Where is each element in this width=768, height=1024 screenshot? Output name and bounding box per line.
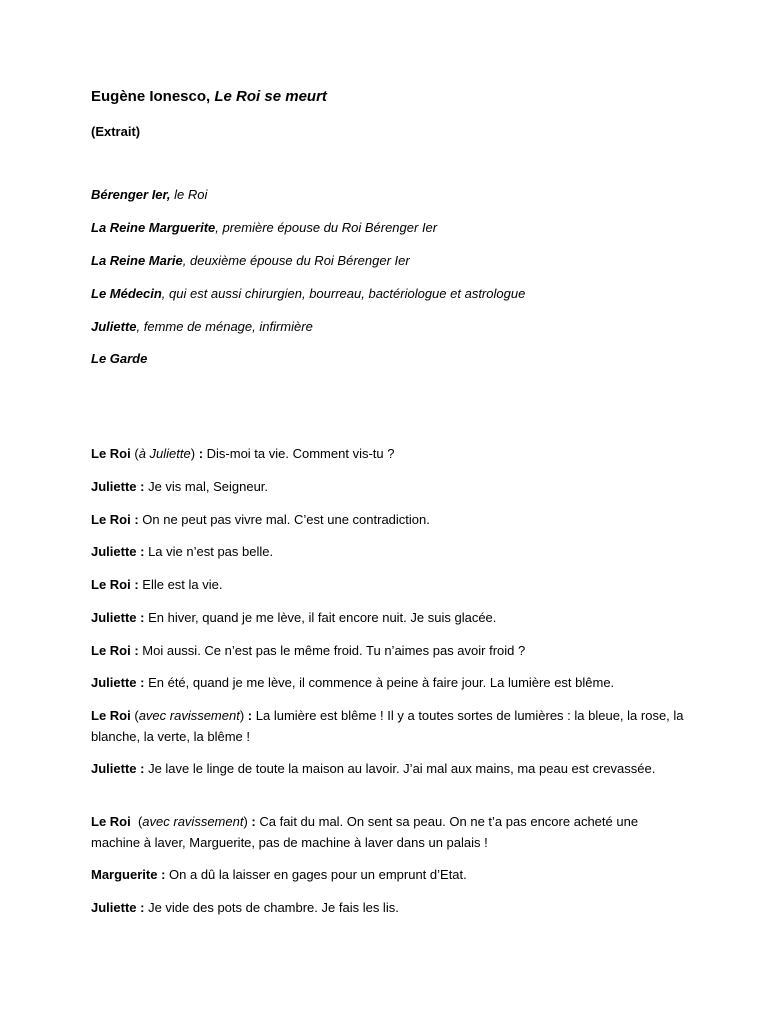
dialogue-text: La lumière est blême ! Il y a toutes sortes de lumières : la bleue, la rose, la blanche, la verte, la blême ! (91, 708, 684, 744)
cast-name: La Reine Marguerite (91, 220, 216, 235)
dialogue-text: En été, quand je me lève, il commence à peine à faire jour. La lumière est blême. (144, 675, 615, 690)
cast-entry (91, 348, 688, 369)
speaker: Le Roi : (91, 577, 139, 592)
cast-name: Le Médecin (91, 286, 162, 301)
dialogue-line (91, 864, 688, 885)
dialogue-text: Elle est la vie. (138, 577, 223, 592)
dialogue-text: Je vis mal, Seigneur. (144, 479, 269, 494)
dialogue-text: Dis-moi ta vie. Comment vis-tu ? (203, 446, 395, 461)
speaker: Juliette : (91, 610, 145, 625)
play-title: Le Roi se meurt (214, 88, 327, 105)
dialogue-line: Le Roi (à Juliette) : Dis-moi ta vie. Comment vis-tu ? (91, 446, 395, 461)
dialogue-line (91, 607, 688, 628)
dialogue-text: Je vide des pots de chambre. Je fais les lis. (144, 900, 399, 915)
dialogue-line (91, 509, 688, 530)
dialogue-line (91, 672, 688, 693)
document-title (91, 86, 688, 107)
dialogue-line (91, 758, 688, 779)
dialogue-line: Le Roi (avec ravissement) : Ca fait du mal. On sent sa peau. On ne t’a pas encore acheté une machine à laver, Marguerite, pas de machine à laver dans un palais ! (91, 814, 639, 850)
cast-description: , deuxième épouse du Roi Bérenger Ier (182, 253, 410, 268)
cast-entry (91, 184, 688, 205)
dialogue-line (91, 541, 688, 562)
cast-name: Bérenger Ier, (91, 187, 171, 202)
dialogue-text: On a dû la laisser en gages pour un emprunt d’Etat. (165, 867, 467, 882)
cast-entry (91, 217, 688, 238)
dialogue-line: Le Roi (avec ravissement) : La lumière est blême ! Il y a toutes sortes de lumières : la bleue, la rose, la blanche, la verte, la blême ! (91, 708, 684, 744)
cast-entry (91, 250, 688, 271)
cast-entry (91, 316, 688, 337)
dialogue-text: On ne peut pas vivre mal. C’est une contradiction. (138, 512, 430, 527)
speaker: Marguerite : (91, 867, 166, 882)
dialogue-text: Moi aussi. Ce n’est pas le même froid. Tu n’aimes pas avoir froid ? (138, 643, 526, 658)
author-name: Eugène Ionesco, (91, 88, 211, 105)
cast-name: Juliette (91, 319, 137, 334)
dialogue-text: Je lave le linge de toute la maison au lavoir. J’ai mal aux mains, ma peau est crevassée. (144, 761, 656, 776)
cast-description: , femme de ménage, infirmière (136, 319, 313, 334)
cast-name: La Reine Marie (91, 253, 183, 268)
speaker: Juliette : (91, 900, 145, 915)
cast-name: Le Garde (91, 351, 148, 366)
speaker: Juliette : (91, 675, 145, 690)
dialogue-text: La vie n’est pas belle. (144, 544, 274, 559)
speaker: Le Roi (91, 708, 131, 723)
dialogue-line (91, 640, 688, 661)
cast-description: le Roi (170, 187, 208, 202)
speaker: Juliette : (91, 544, 145, 559)
dialogue-line (91, 476, 688, 497)
dialogue-text: Ca fait du mal. On sent sa peau. On ne t’a pas encore acheté une machine à laver, Marguerite, pas de machine à laver dans un palais ! (91, 814, 639, 850)
cast-description: , première épouse du Roi Bérenger Ier (215, 220, 438, 235)
stage-direction: à Juliette (138, 446, 191, 461)
dialogue-text: En hiver, quand je me lève, il fait encore nuit. Je suis glacée. (144, 610, 497, 625)
dialogue-line (91, 897, 688, 918)
dialogue-line (91, 574, 688, 595)
stage-direction: avec ravissement (138, 708, 240, 723)
cast-description: , qui est aussi chirurgien, bourreau, bactériologue et astrologue (161, 286, 526, 301)
speaker: Le Roi : (91, 643, 139, 658)
excerpt-label: (Extrait) (91, 124, 141, 139)
speaker: Le Roi : (91, 512, 139, 527)
speaker: Le Roi (91, 814, 131, 829)
speaker: Juliette : (91, 479, 145, 494)
speaker: Juliette : (91, 761, 145, 776)
cast-entry (91, 283, 688, 304)
stage-direction: avec ravissement (142, 814, 244, 829)
speaker: Le Roi (91, 446, 131, 461)
